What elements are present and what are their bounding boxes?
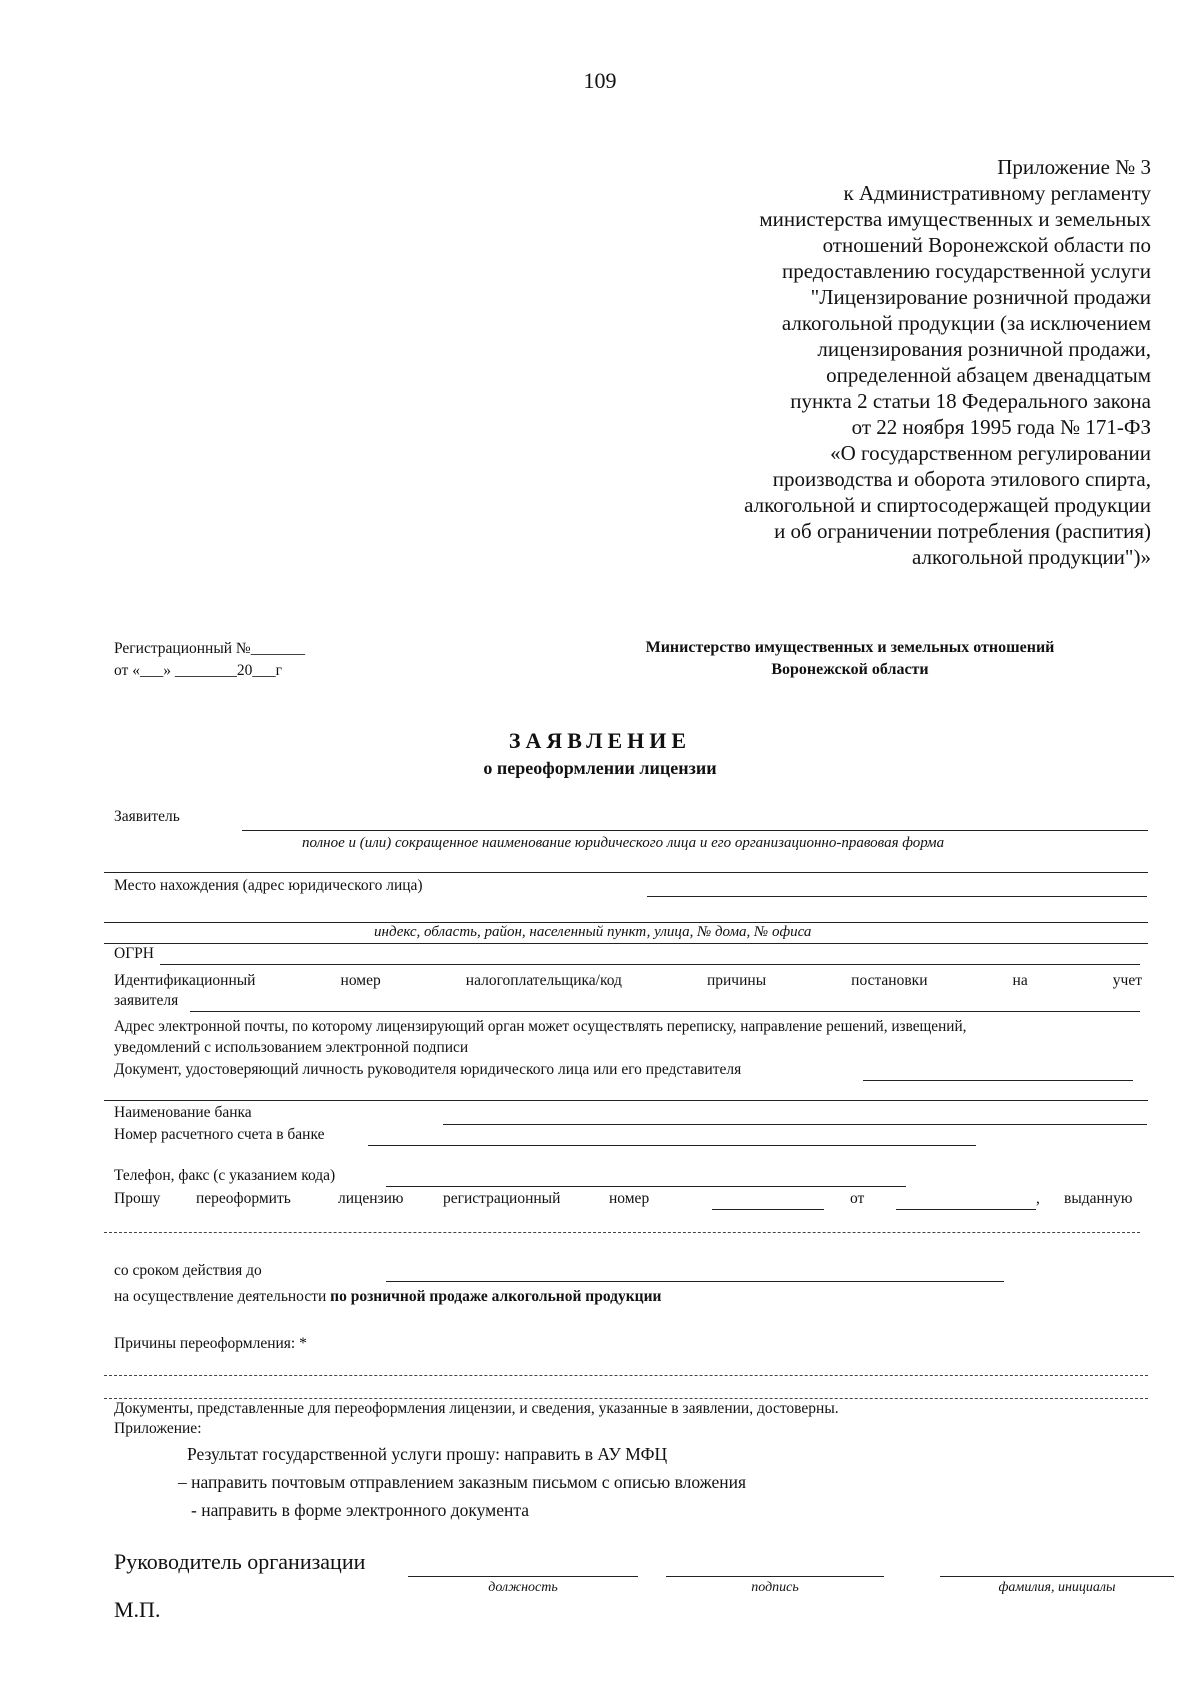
page-number: 109 <box>583 68 617 93</box>
id-document-field-line[interactable] <box>863 1080 1133 1081</box>
applicant-field-line-2[interactable] <box>104 872 1148 873</box>
request-word: номер <box>609 1190 650 1207</box>
appendix-line: предоставлению государственной услуги <box>782 259 1151 283</box>
appendix-line: к Административному регламенту <box>843 181 1151 205</box>
appendix-line: Приложение № 3 <box>997 155 1151 179</box>
inn-word: Идентификационный <box>114 972 256 989</box>
inn-field-line[interactable] <box>190 1011 1140 1012</box>
appendix-line: министерства имущественных и земельных <box>759 207 1151 231</box>
license-date-field-line[interactable] <box>896 1209 1036 1210</box>
inn-word: номер <box>340 972 381 989</box>
validity-field-line[interactable] <box>386 1281 1004 1282</box>
id-document-field-line-2[interactable] <box>104 1100 1148 1101</box>
appendix-header <box>744 154 1151 570</box>
position-field-line[interactable] <box>408 1576 638 1577</box>
ogrn-label: ОГРН <box>114 945 154 962</box>
address-hint: индекс, область, район, населенный пункт, улица, № дома, № офиса <box>374 924 812 940</box>
phone-field-line[interactable] <box>386 1186 906 1187</box>
request-word: Прошу <box>114 1190 161 1207</box>
email-label: Адрес электронной почты, по которому лицензирующий орган может осуществлять переписку, направление решений, извещений, <box>114 1018 967 1035</box>
request-issued-label: выданную <box>1064 1190 1133 1207</box>
appendix-line: лицензирования розничной продажи, <box>817 337 1151 361</box>
activity-prefix: на осуществление деятельности <box>114 1288 331 1305</box>
appendix-line: алкогольной продукции")» <box>911 545 1151 569</box>
appendix-line: алкогольной продукции (за исключением <box>781 311 1151 335</box>
ogrn-field-line[interactable] <box>160 964 1140 965</box>
inn-word: постановки <box>851 972 928 989</box>
appendix-line: пункта 2 статьи 18 Федерального закона <box>790 389 1151 413</box>
registration-block <box>114 638 305 682</box>
result-option-mail: – направить почтовым отправлением заказным письмом с описью вложения <box>178 1472 747 1492</box>
appendix-line: «О государственном регулировании <box>830 441 1151 465</box>
reasons-label: Причины переоформления: * <box>114 1335 307 1352</box>
attachment-label: Приложение: <box>114 1420 202 1437</box>
registration-number[interactable]: Регистрационный №_______ <box>114 640 305 657</box>
inn-label-row <box>114 972 1142 990</box>
appendix-line: "Лицензирование розничной продажи <box>810 285 1151 309</box>
signature-hint: подпись <box>751 1580 799 1595</box>
phone-label: Телефон, факс (с указанием кода) <box>114 1167 336 1184</box>
location-field-line[interactable] <box>647 896 1147 897</box>
request-comma: , <box>1036 1190 1040 1207</box>
license-number-field-line[interactable] <box>712 1209 824 1210</box>
registration-date[interactable]: от «___» ________20___г <box>114 662 282 679</box>
name-hint: фамилия, инициалы <box>998 1580 1116 1595</box>
inn-word: налогоплательщика/код <box>465 972 622 989</box>
reasons-field-line[interactable] <box>104 1375 1148 1376</box>
activity-type: по розничной продаже алкогольной продукции <box>330 1288 662 1305</box>
email-label-line2: уведомлений с использованием электронной подписи <box>114 1039 469 1056</box>
appendix-line: отношений Воронежской области по <box>822 233 1151 257</box>
ministry-line: Министерство имущественных и земельных отношений <box>645 639 1055 656</box>
document-title: ЗАЯВЛЕНИЕ <box>508 728 692 753</box>
address-field-line[interactable] <box>104 943 1148 944</box>
ministry-addressee <box>620 637 1080 681</box>
location-field-line-2[interactable] <box>104 922 1148 923</box>
documents-statement: Документы, представленные для переоформления лицензии, и сведения, указанные в заявлении, достоверны. <box>114 1400 839 1417</box>
request-word: переоформить <box>196 1190 291 1207</box>
appendix-line: алкогольной и спиртосодержащей продукции <box>744 493 1151 517</box>
stamp-place-label: М.П. <box>114 1597 161 1622</box>
activity-label <box>114 1288 661 1306</box>
applicant-hint: полное и (или) сокращенное наименование юридического лица и его организационно-правовая форма <box>302 835 945 851</box>
inn-word: учет <box>1112 972 1142 989</box>
applicant-label: Заявитель <box>114 808 180 825</box>
result-option-mfc: Результат государственной услуги прошу: направить в АУ МФЦ <box>187 1444 668 1464</box>
appendix-line: определенной абзацем двенадцатым <box>826 363 1151 387</box>
issued-by-field-line[interactable] <box>104 1232 1140 1233</box>
name-field-line[interactable] <box>940 1576 1174 1577</box>
inn-word: причины <box>706 972 767 989</box>
id-document-label: Документ, удостоверяющий личность руководителя юридического лица или его представителя <box>114 1061 742 1078</box>
inn-word: на <box>1012 972 1028 989</box>
inn-label-line2: заявителя <box>114 992 179 1009</box>
request-word: лицензию <box>338 1190 404 1207</box>
reasons-field-line-2[interactable] <box>104 1398 1148 1399</box>
applicant-field-line[interactable] <box>242 830 1148 831</box>
position-hint: должность <box>488 1580 558 1595</box>
account-label: Номер расчетного счета в банке <box>114 1126 325 1143</box>
appendix-line: производства и оборота этилового спирта, <box>772 467 1151 491</box>
request-word: регистрационный <box>443 1190 561 1207</box>
head-of-organization-label: Руководитель организации <box>114 1549 366 1574</box>
document-subtitle: о переоформлении лицензии <box>483 758 717 778</box>
appendix-line: и об ограничении потребления (распития) <box>774 519 1151 543</box>
request-from-label: от <box>850 1190 865 1207</box>
location-label: Место нахождения (адрес юридического лица) <box>114 877 423 894</box>
validity-label: со сроком действия до <box>114 1262 262 1279</box>
appendix-line: от 22 ноября 1995 года № 171-ФЗ <box>851 415 1151 439</box>
bank-name-label: Наименование банка <box>114 1104 252 1121</box>
signature-field-line[interactable] <box>666 1576 884 1577</box>
bank-name-field-line[interactable] <box>443 1124 1147 1125</box>
result-option-electronic: - направить в форме электронного документа <box>191 1500 529 1520</box>
ministry-line: Воронежской области <box>771 661 929 678</box>
account-field-line[interactable] <box>368 1145 976 1146</box>
